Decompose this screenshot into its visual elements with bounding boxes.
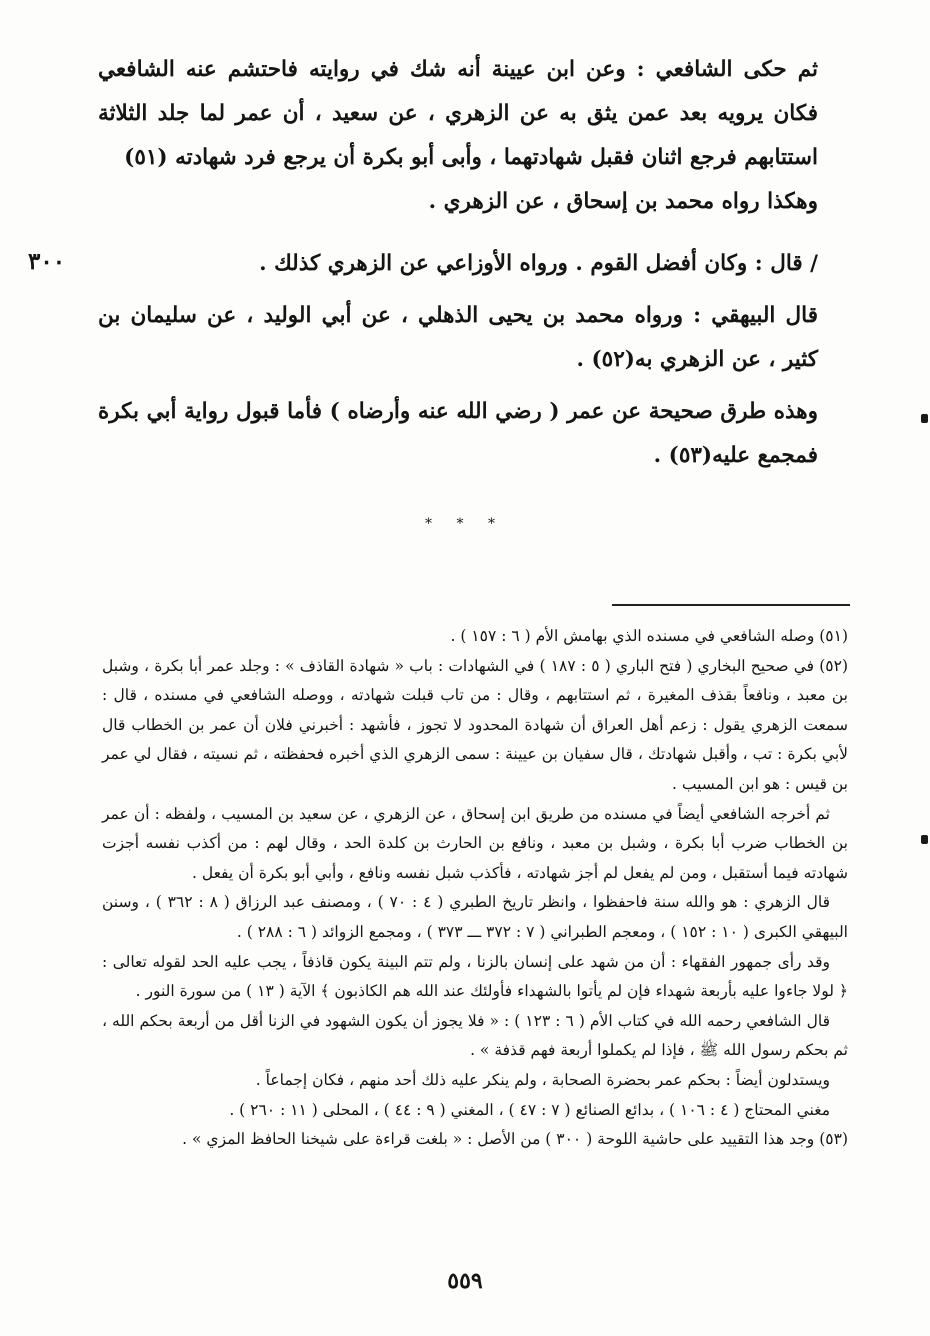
main-paragraph: / قال : وكان أفضل القوم . ورواه الأوزاعي عن الزهري كذلك . <box>259 251 818 276</box>
footnote-continuation: مغني المحتاج ( ٤ : ١٠٦ ) ، بدائع الصنائع ( ٧ : ٤٧ ) ، المغني ( ٩ : ٤٤ ) ، المحلى ( ١١ : ٢٦٠ ) . <box>229 1100 830 1119</box>
scan-margin-mark <box>921 414 928 423</box>
page-number: ٥٥٩ <box>447 1268 483 1294</box>
footnote: (٥١) وصله الشافعي في مسنده الذي بهامش الأم ( ٦ : ١٥٧ ) . <box>450 627 848 645</box>
footnotes <box>102 622 848 1155</box>
footnote-rule <box>612 604 850 606</box>
footnote-continuation: قال الزهري : هو والله سنة فاحفظوا ، وانظر تاريخ الطبري ( ٤ : ٧٠ ) ، ومصنف عبد الرزاق ( ٨ : ٣٦٢ ) ، وسنن البيهقي الكبرى ( ١٠ : ١٥٢ ) ، ومعجم الطبراني ( ٧ : ٣٧٢ ـــ ٣٧٣ ) ، ومجمع الزوائد ( ٦ : ٢٨٨ ) . <box>102 893 848 941</box>
scan-margin-mark <box>921 835 928 844</box>
main-paragraph: قال البيهقي : ورواه محمد بن يحيى الذهلي ، عن أبي الوليد ، عن سليمان بن كثير ، عن الزهري به(٥٢) . <box>98 303 818 372</box>
section-separator: * * * <box>425 516 505 532</box>
margin-folio-number: ٣٠٠ <box>28 248 66 275</box>
main-text <box>98 48 818 478</box>
footnote: (٥٢) في صحيح البخاري ( فتح الباري ( ٥ : ١٨٧ ) في الشهادات : باب « شهادة القاذف » : وجلد عمر أبا بكرة ، وشبل بن معبد ، ونافعاً بقذف المغيرة ، ثم استتابهم ، وقال : من تاب قبلت شهادته ، ووصله الشافعي في مسنده ، قال : سمعت الزهري يقول : زعم أهل العراق أن شهادة المحدود لا تجوز ، فأشهد : أخبرني فلان أن عمر بن الخطاب قال لأبي بكرة : تب ، وأقبل شهادتك ، قال سفيان بن عيينة : سمى الزهري الذي أخبره فحفظته ، ثم نسيته ، فقال لي عمر بن قيس : هو ابن المسيب . <box>102 656 848 793</box>
main-paragraph: وهذه طرق صحيحة عن عمر ( رضي الله عنه وأرضاه ) فأما قبول رواية أبي بكرة فمجمع عليه(٥٣) . <box>98 399 818 468</box>
footnote-continuation: قال الشافعي رحمه الله في كتاب الأم ( ٦ : ١٢٣ ) : « فلا يجوز أن يكون الشهود في الزنا أقل من أربعة بحكم الله ، ثم بحكم رسول الله ﷺ ، فإذا لم يكملوا أربعة فهم قذفة » . <box>102 1011 848 1060</box>
main-paragraph: وهكذا رواه محمد بن إسحاق ، عن الزهري . <box>428 189 818 214</box>
footnote-continuation: وقد رأى جمهور الفقهاء : أن من شهد على إنسان بالزنا ، ولم تتم البينة يكون قاذفاً ، يجب عليه الحد لقوله تعالى : ﴿ لولا جاءوا عليه بأربعة شهداء فإن لم يأتوا بالشهداء فأولئك عند الله هم الكاذبون ﴾ الآية ( ١٣ ) من سورة النور . <box>102 952 848 1001</box>
footnote-continuation: ويستدلون أيضاً : بحكم عمر بحضرة الصحابة ، ولم ينكر عليه ذلك أحد منهم ، فكان إجماعاً . <box>255 1070 830 1089</box>
footnote-continuation: ثم أخرجه الشافعي أيضاً في مسنده من طريق ابن إسحاق ، عن الزهري ، عن سعيد بن المسيب ، ولفظه : أن عمر بن الخطاب ضرب أبا بكرة ، وشبل بن معبد ، ونافع بن الحارث بن كلدة الحد ، وقال لهم : من أكذب نفسه أجزت شهادته فيما أستقبل ، ومن لم يفعل لم أجز شهادته ، فأكذب شبل نفسه ونافع ، وأبي أبو بكرة أن يفعل . <box>102 804 848 882</box>
footnote: (٥٣) وجد هذا التقييد على حاشية اللوحة ( ٣٠٠ ) من الأصل : « بلغت قراءة على شيخنا الحافظ المزي » . <box>182 1130 848 1149</box>
main-paragraph: ثم حكى الشافعي : وعن ابن عيينة أنه شك في روايته فاحتشم عنه الشافعي فكان يرويه بعد عمن يثق به عن الزهري ، عن سعيد ، أن عمر لما جلد الثلاثة استتابهم فرجع اثنان فقبل شهادتهما ، وأبى أبو بكرة أن يرجع فرد شهادته (٥١) <box>98 57 818 170</box>
